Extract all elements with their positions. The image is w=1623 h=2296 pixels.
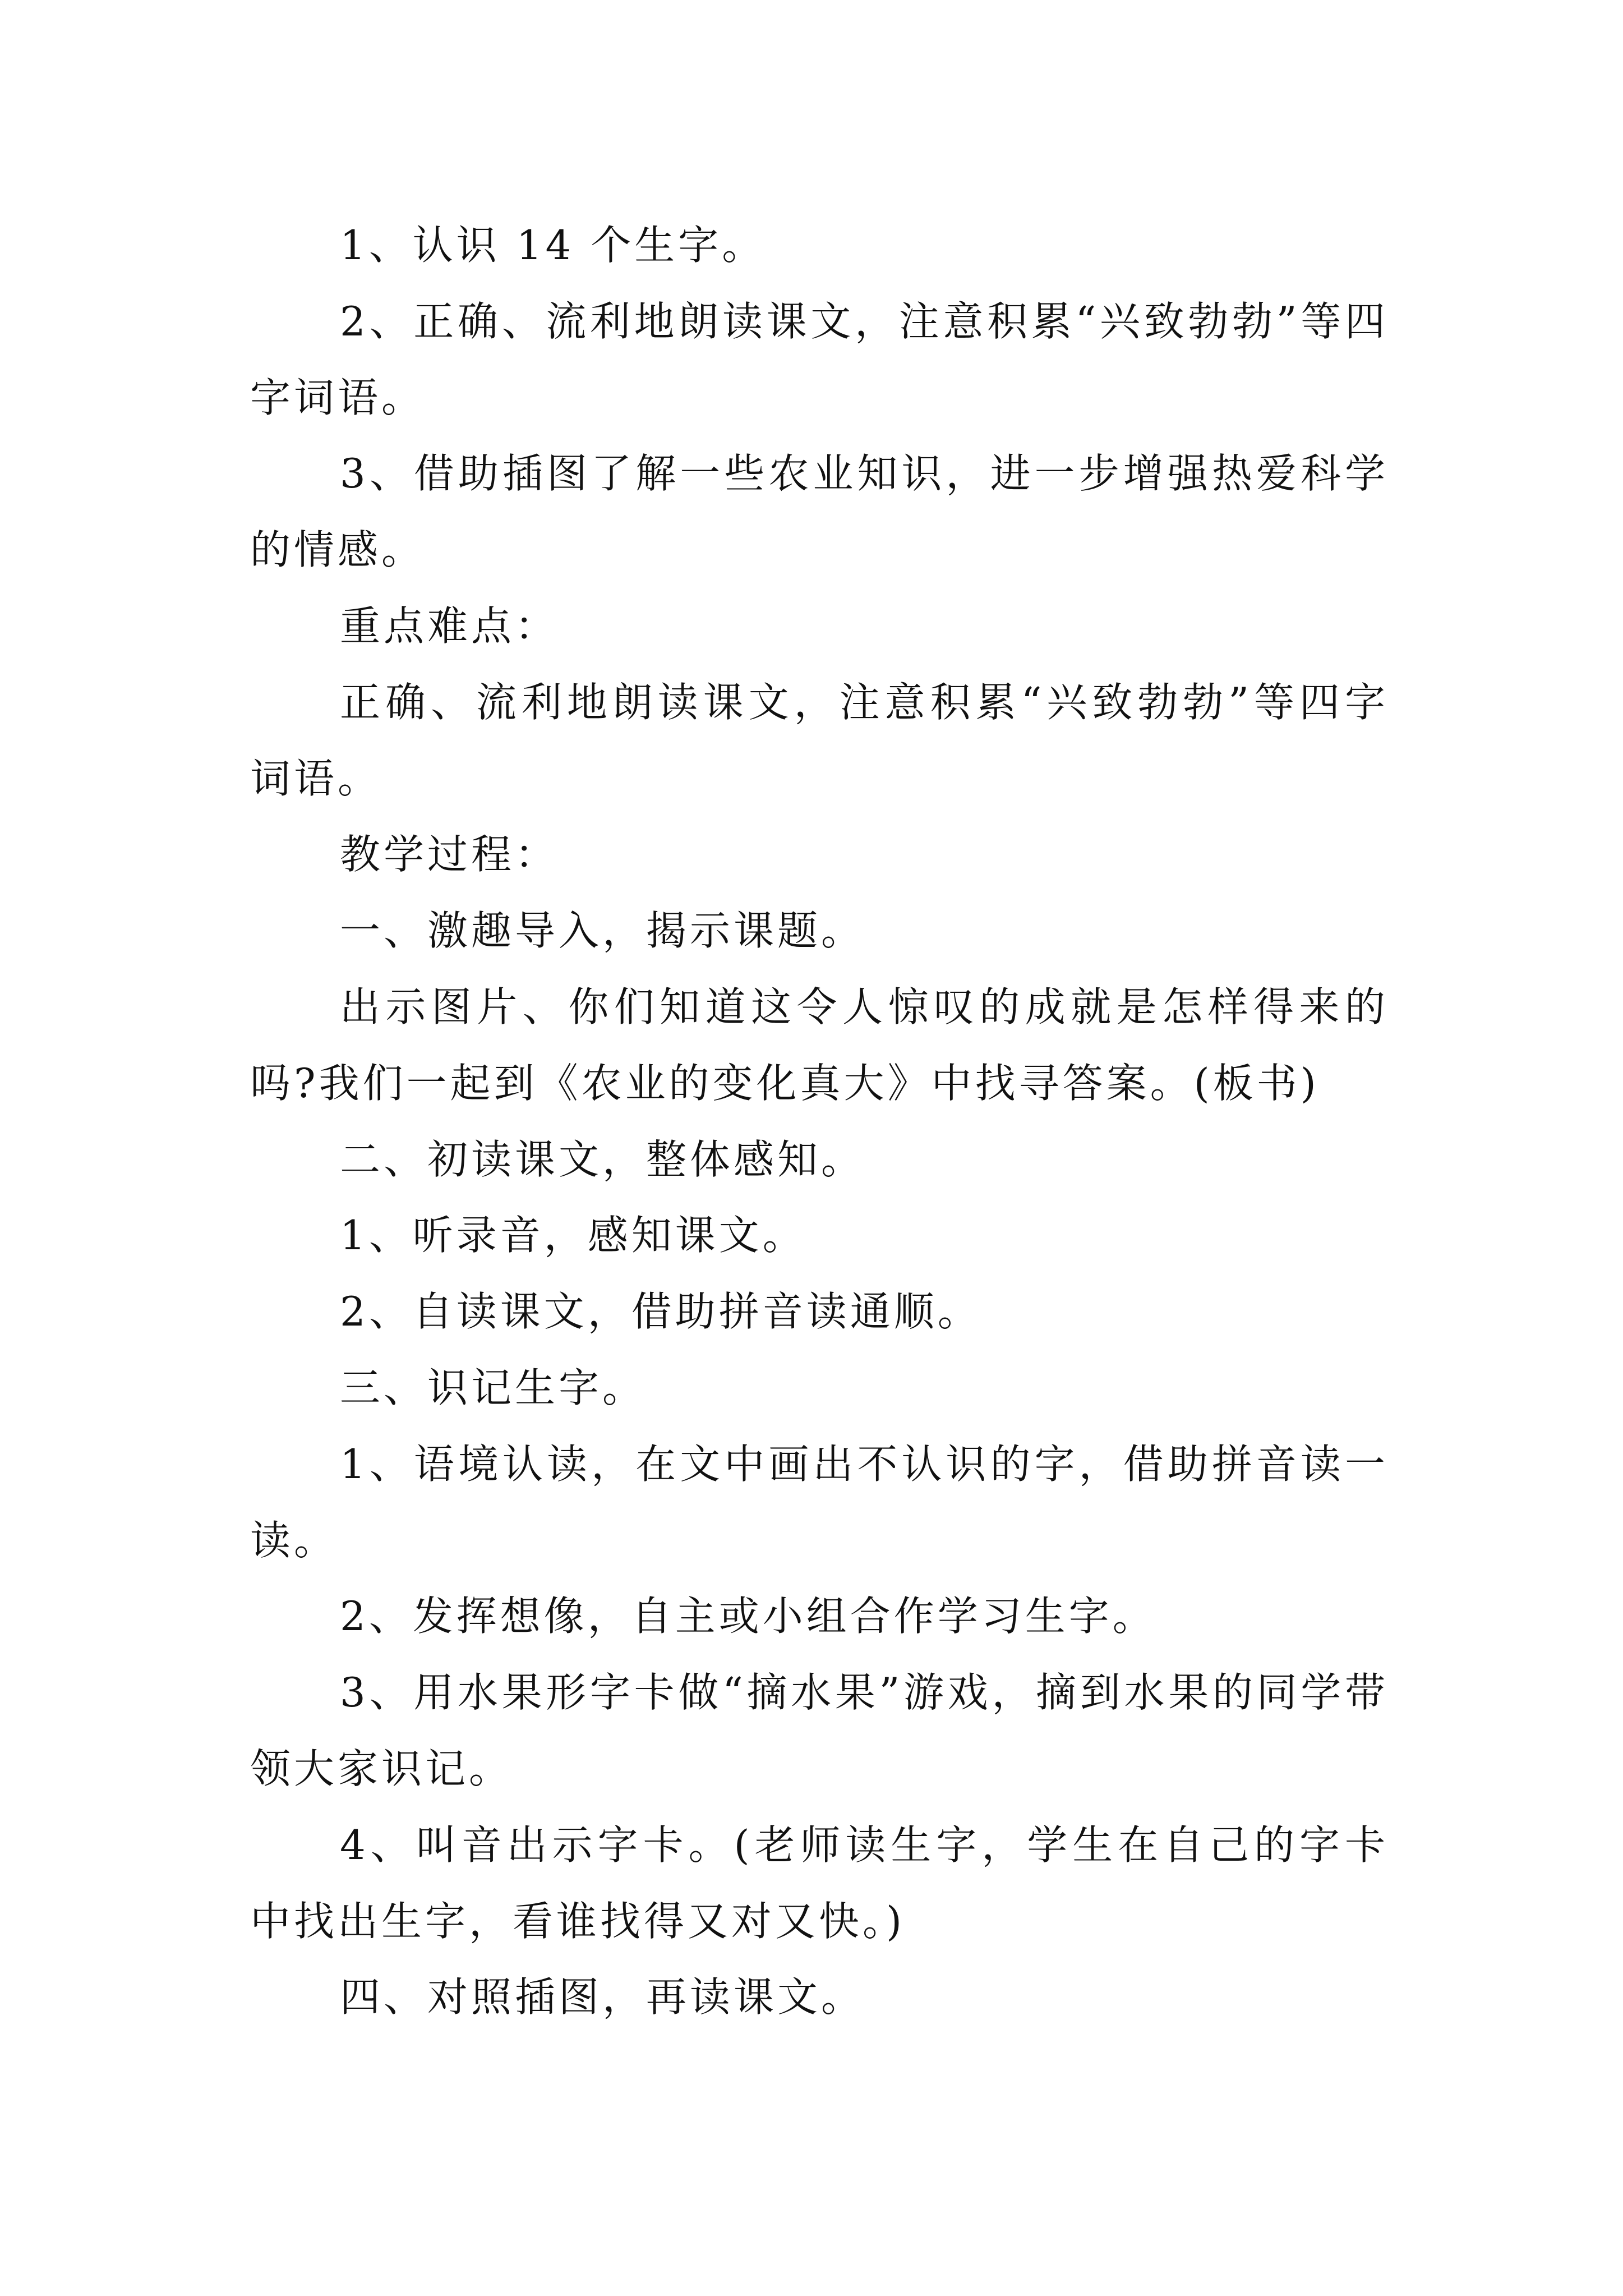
paragraph-step-3-3: 3、用水果形字卡做“摘水果”游戏，摘到水果的同学带领大家识记。 [250, 1669, 1389, 1792]
paragraph-key-points: 正确、流利地朗读课文，注意积累“兴致勃勃”等四字词语。 [250, 678, 1389, 802]
paragraph-step-2-2: 2、自读课文，借助拼音读通顺。 [340, 1288, 981, 1336]
document-body [250, 208, 1389, 2036]
paragraph-goal-3: 3、借助插图了解一些农业知识，进一步增强热爱科学的情感。 [250, 450, 1389, 574]
paragraph-goal-1: 1、认识 14 个生字。 [340, 222, 766, 269]
section-heading-2: 二、初读课文，整体感知。 [340, 1135, 865, 1183]
paragraph-step-3-2: 2、发挥想像，自主或小组合作学习生字。 [340, 1593, 1156, 1640]
section-heading-4: 四、对照插图，再读课文。 [340, 1973, 865, 2021]
paragraph-step-3-4: 4、叫音出示字卡。(老师读生字，学生在自己的字卡中找出生字，看谁找得又对又快。) [250, 1821, 1389, 1945]
paragraph-step-3-1: 1、语境认读，在文中画出不认识的字，借助拼音读一读。 [250, 1440, 1389, 1564]
paragraph-step-2-1: 1、听录音，感知课文。 [340, 1212, 806, 1259]
paragraph-goal-2: 2、正确、流利地朗读课文，注意积累“兴致勃勃”等四字词语。 [250, 297, 1389, 421]
section-heading-1: 一、激趣导入，揭示课题。 [340, 907, 865, 955]
section-heading-3: 三、识记生字。 [340, 1364, 647, 1411]
heading-teaching-process: 教学过程： [340, 831, 559, 878]
paragraph-intro: 出示图片、你们知道这令人惊叹的成就是怎样得来的吗?我们一起到《农业的变化真大》中找寻答案。(板书) [250, 983, 1389, 1107]
heading-key-points: 重点难点： [340, 602, 559, 650]
